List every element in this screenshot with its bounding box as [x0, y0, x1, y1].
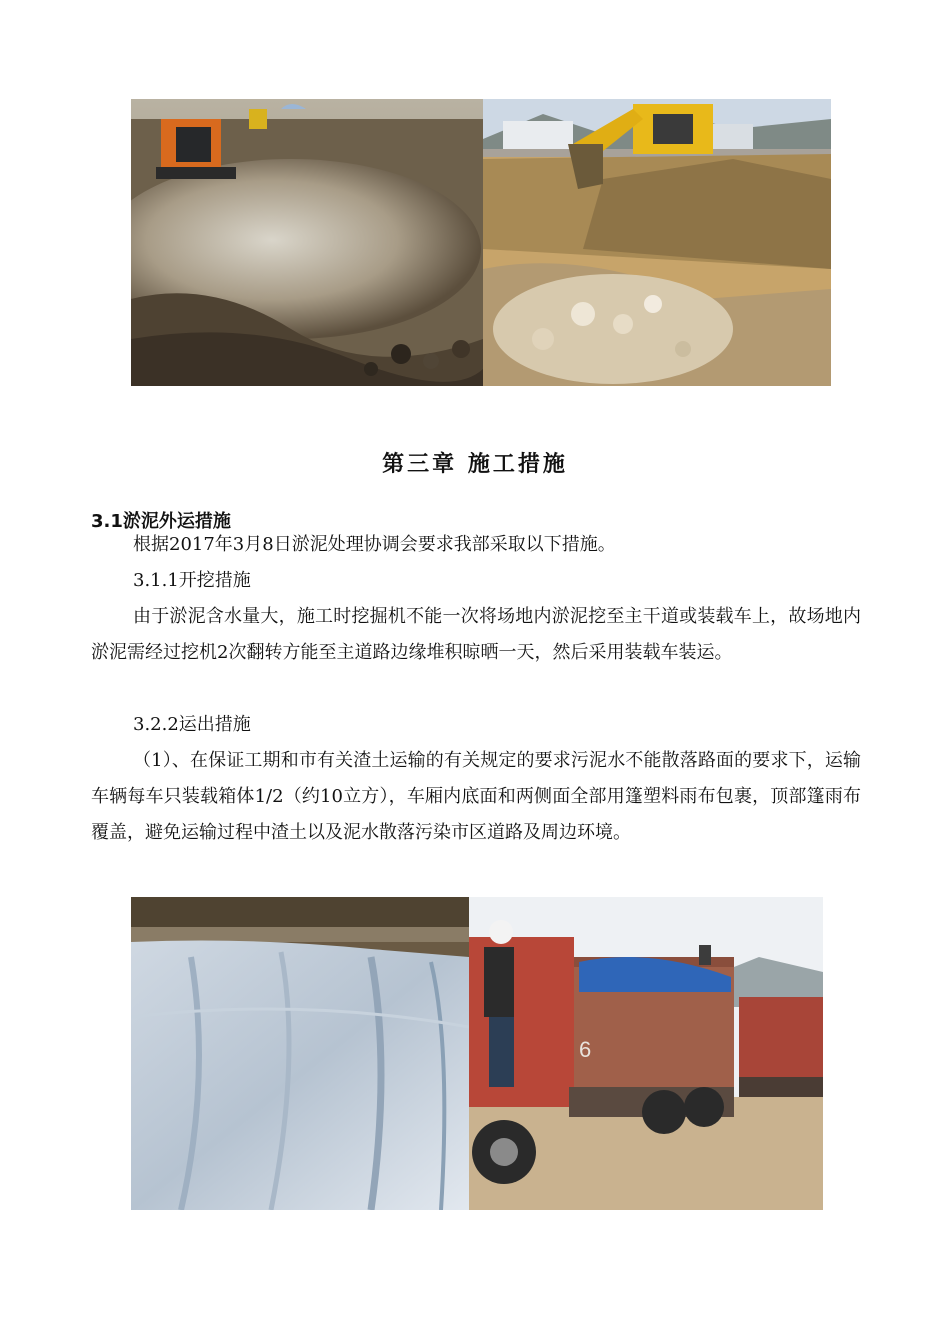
- top-photo-row: [131, 99, 831, 386]
- subsection-title-excavation: 3.1.1开挖措施: [133, 570, 251, 591]
- excavation-paragraph: 由于淤泥含水量大，施工时挖掘机不能一次将场地内淤泥挖至主干道或装载车上，故场地内淤泥需经过挖机2次翻转方能至主道路边缘堆积晾晒一天，然后采用装载车装运。: [91, 606, 861, 663]
- photo-excavator-rock-pile: [483, 99, 831, 386]
- subsection-title-transport: 3.2.2运出措施: [133, 714, 251, 735]
- bottom-photo-row: [131, 897, 823, 1210]
- photo-tarp-lined-truck-bed: [131, 897, 469, 1210]
- transport-paragraph: （1）、在保证工期和市有关渣土运输的有关规定的要求污泥水不能散落路面的要求下，运输车辆每车只装载箱体1/2（约10立方），车厢内底面和两侧面全部用篷塑料雨布包裹，顶部篷雨布覆盖，避免运输过程中渣土以及泥水散落污染市区道路及周边环境。: [91, 750, 861, 843]
- intro-paragraph: 根据2017年3月8日淤泥处理协调会要求我部采取以下措施。: [133, 534, 616, 555]
- chapter-title: 第三章 施工措施: [382, 452, 568, 477]
- section-heading: 3.1淤泥外运措施: [91, 511, 231, 532]
- photo-excavator-mud-field: [131, 99, 483, 386]
- photo-dump-truck-loading: [469, 897, 823, 1210]
- truck-number-label: 6: [579, 1037, 592, 1062]
